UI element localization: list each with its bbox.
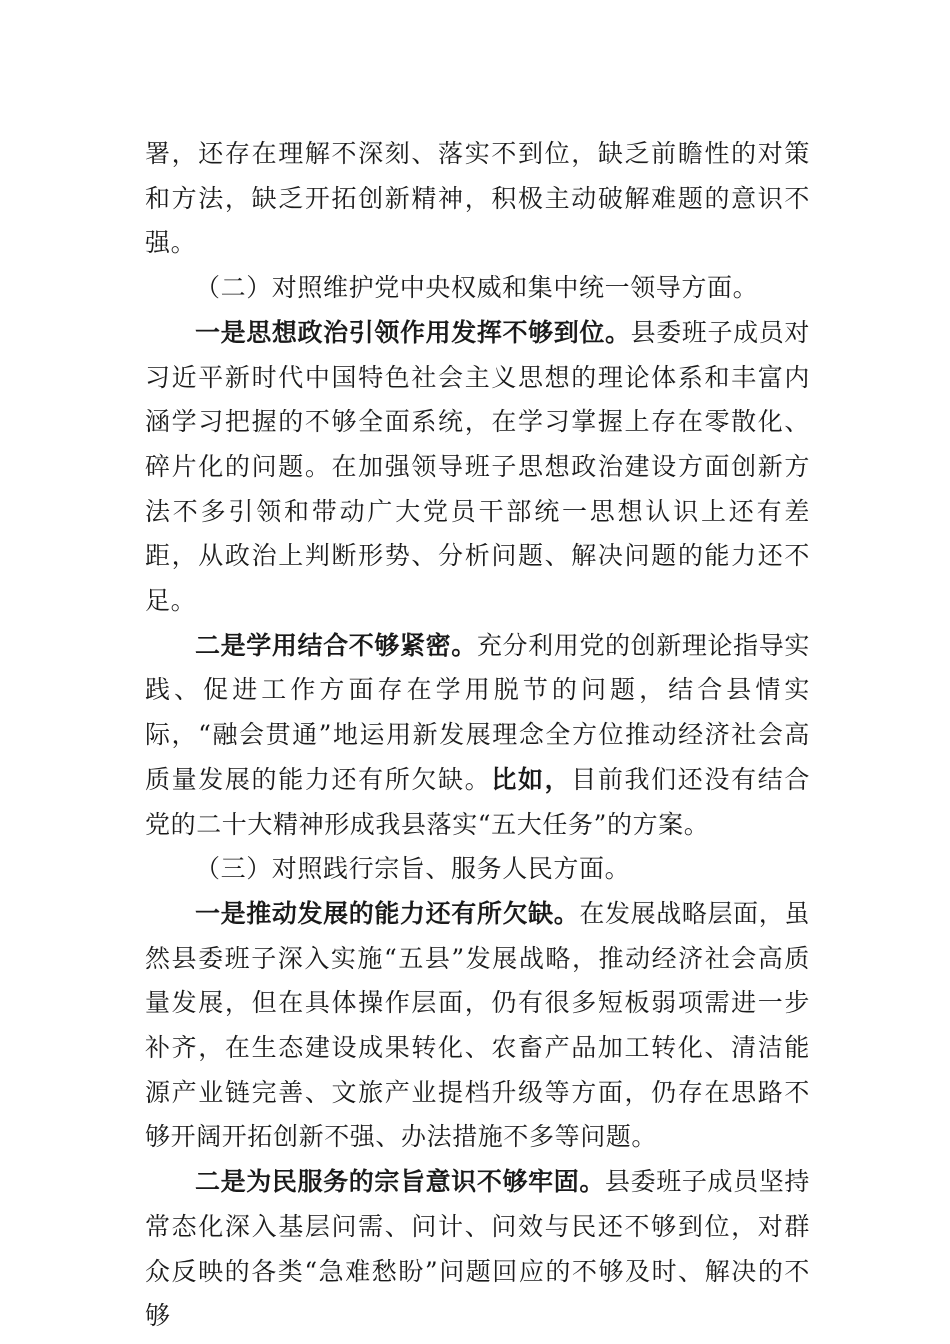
section-heading-2 xyxy=(145,266,810,311)
section-heading-text: （二）对照维护党中央权威和集中统一领导方面。 xyxy=(195,273,759,303)
paragraph-example-lead: 比如， xyxy=(491,764,572,794)
document-body xyxy=(145,132,810,1339)
paragraph-point-1 xyxy=(145,311,810,624)
paragraph-lead: 一是思想政治引领作用发挥不够到位。 xyxy=(195,317,631,347)
paragraph-point-2 xyxy=(145,624,810,848)
paragraph-text: 县委班子成员坚持常态化深入基层问需、问计、问效与民还不够到位，对群众反映的各类“急难愁盼”问题回应的不够及时、解决的不够 xyxy=(145,1167,810,1331)
paragraph-text: 目前我们还没有结合党的二十大精神形成我县落实“五大任务”的方案。 xyxy=(145,764,810,839)
paragraph-text: 在发展战略层面，虽然县委班子深入实施“五县”发展战略，推动经济社会高质量发展，但在具体操作层面，仍有很多短板弱项需进一步补齐，在生态建设成果转化、农畜产品加工转化、清洁能源产业链完善、文旅产业提档升级等方面，仍存在思路不够开阔开拓创新不强、办法措施不多等问题。 xyxy=(145,898,810,1152)
paragraph-point-3 xyxy=(145,892,810,1160)
paragraph-lead: 二是为民服务的宗旨意识不够牢固。 xyxy=(195,1167,606,1197)
paragraph-lead: 二是学用结合不够紧密。 xyxy=(195,630,477,660)
paragraph-text: 充分利用党的创新理论指导实践、促进工作方面存在学用脱节的问题，结合县情实际，“融会贯通”地运用新发展理念全方位推动经济社会高质量发展的能力还有所欠缺。 xyxy=(145,630,810,794)
paragraph-point-4 xyxy=(145,1160,810,1339)
paragraph-continued xyxy=(145,132,810,266)
paragraph-text: 县委班子成员对习近平新时代中国特色社会主义思想的理论体系和丰富内涵学习把握的不够全面系统，在学习掌握上存在零散化、碎片化的问题。在加强领导班子思想政治建设方面创新方法不多引领和带动广大党员干部统一思想认识上还有差距，从政治上判断形势、分析问题、解决问题的能力还不足。 xyxy=(145,317,810,616)
section-heading-text: （三）对照践行宗旨、服务人民方面。 xyxy=(195,854,631,884)
paragraph-text: 署，还存在理解不深刻、落实不到位，缺乏前瞻性的对策和方法，缺乏开拓创新精神，积极主动破解难题的意识不强。 xyxy=(145,139,810,258)
section-heading-3 xyxy=(145,847,810,892)
paragraph-lead: 一是推动发展的能力还有所欠缺。 xyxy=(195,898,580,928)
